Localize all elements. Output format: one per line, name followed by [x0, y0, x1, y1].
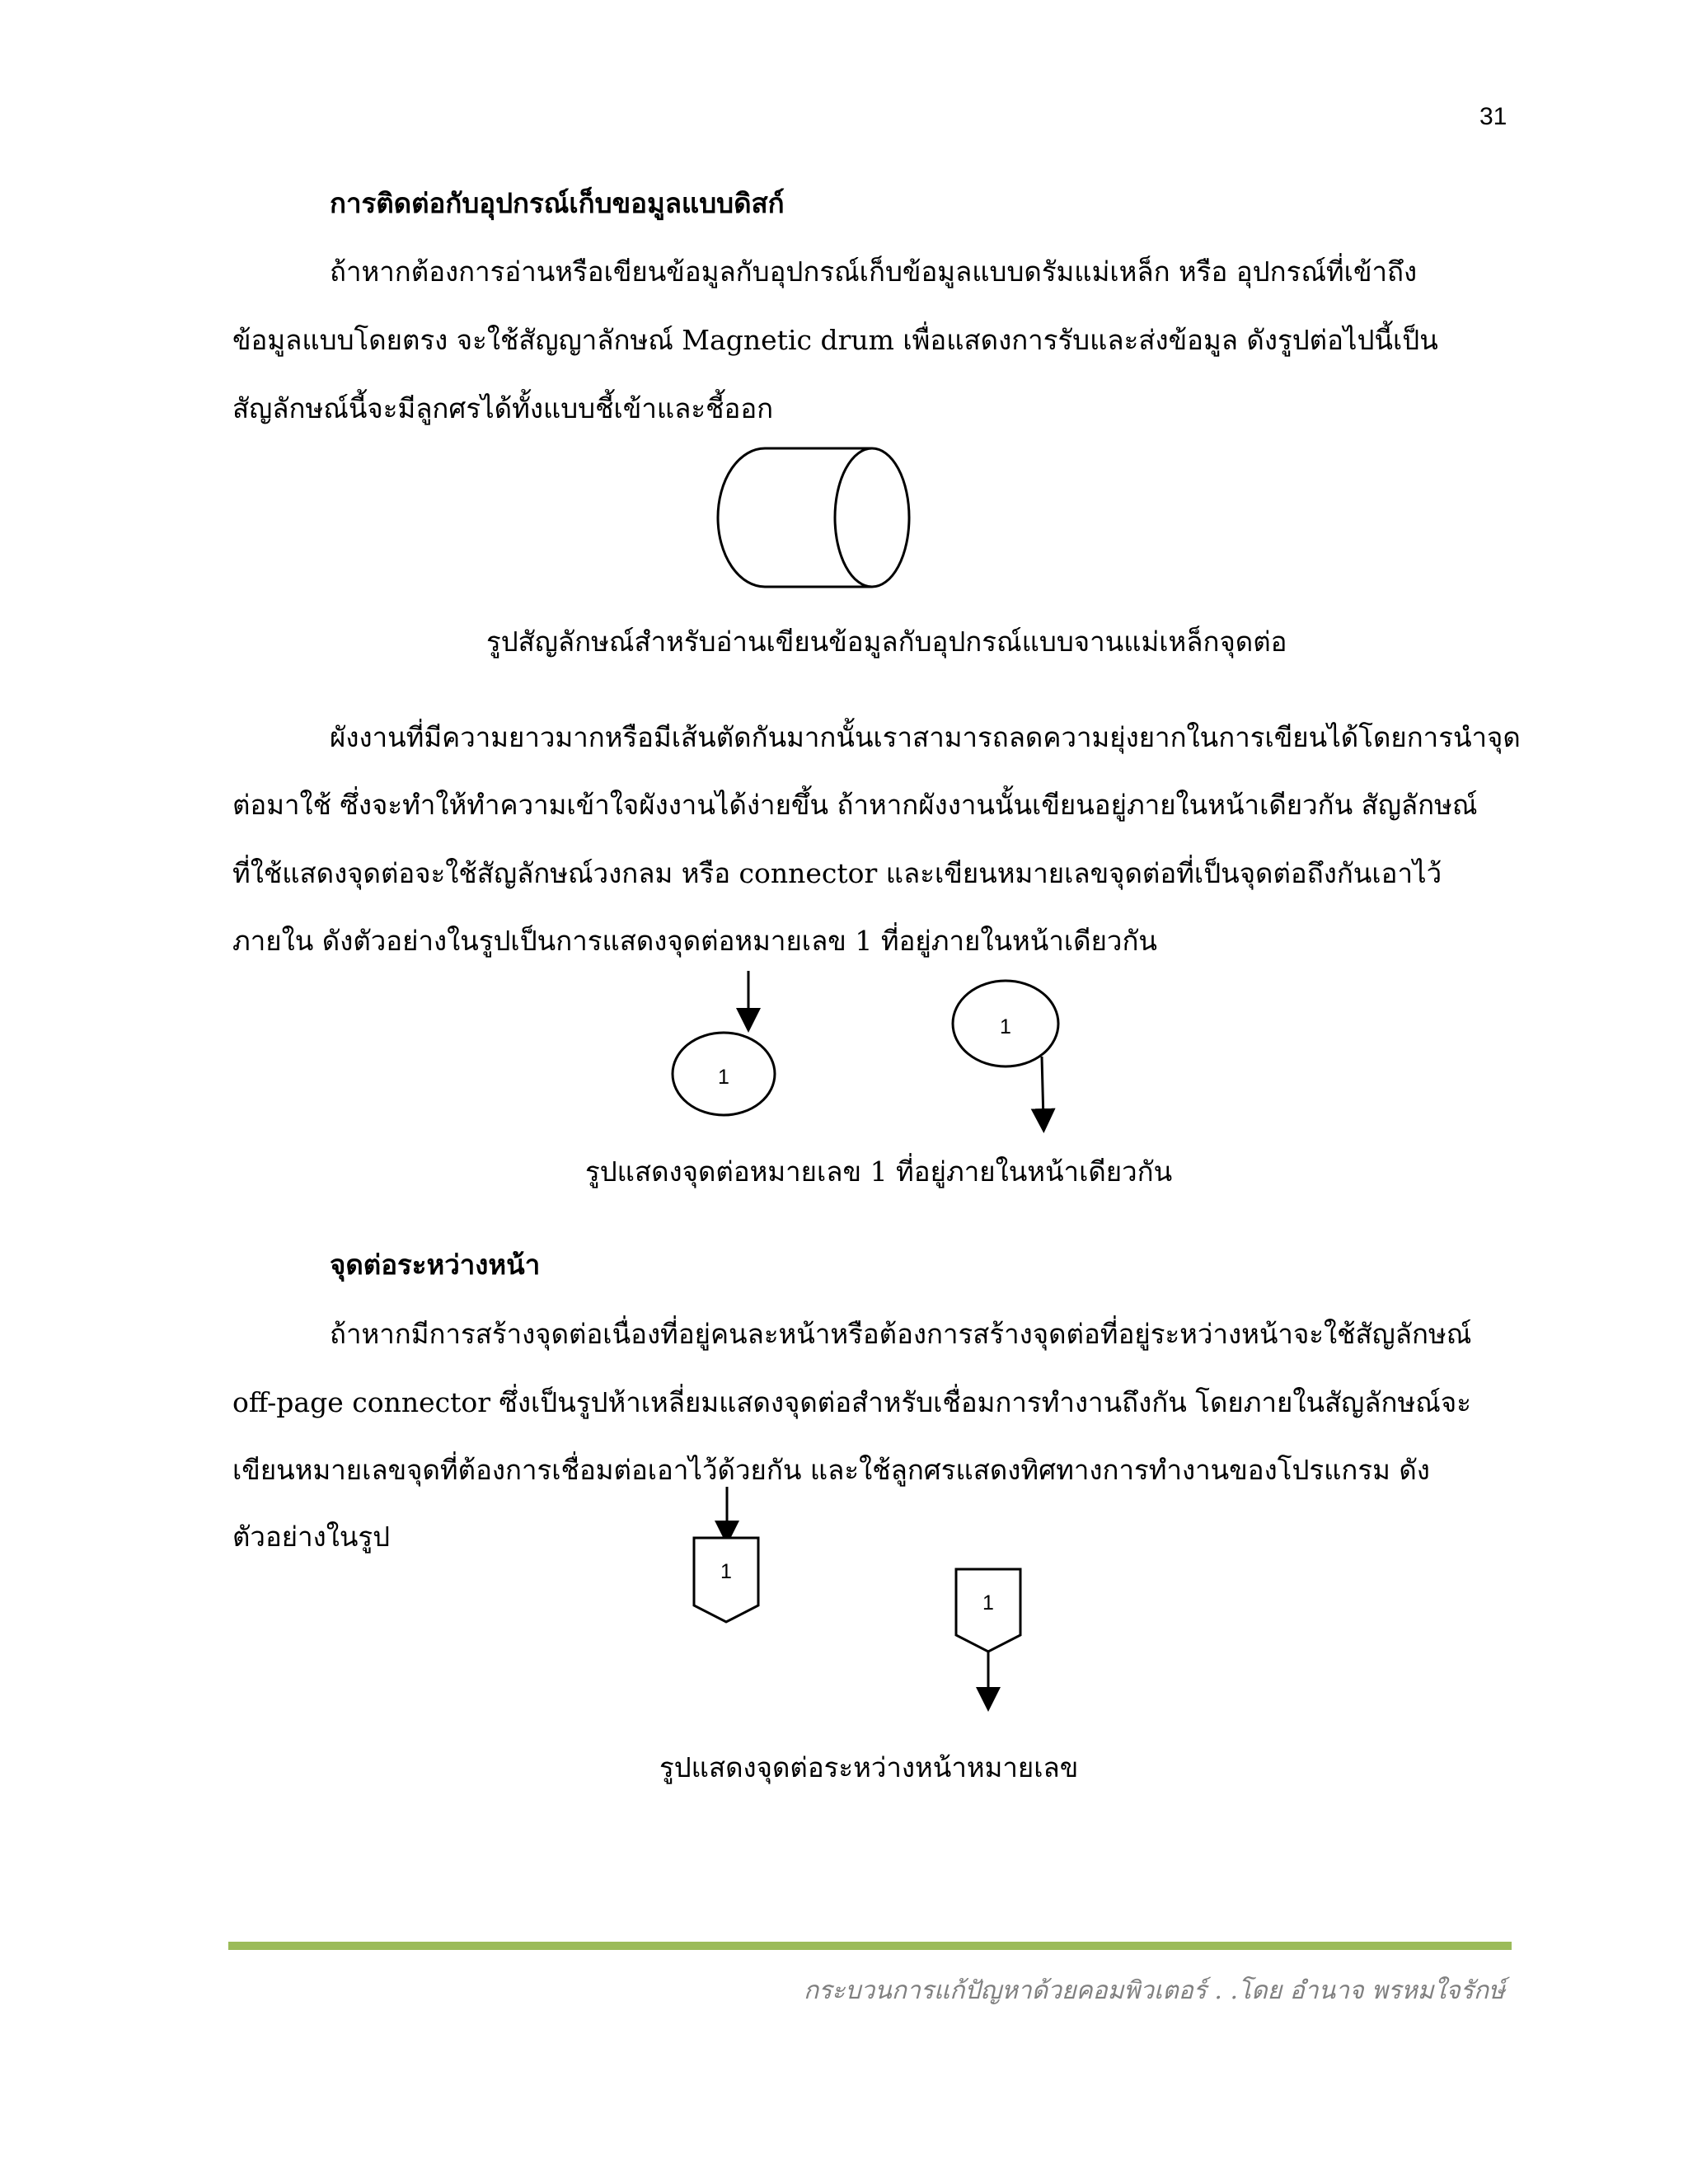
connector-label-left: 1	[718, 1066, 729, 1089]
section-heading-offpage: จุดต่อระหว่างหน้า	[330, 1249, 541, 1281]
connector-label-right: 1	[1000, 1015, 1011, 1038]
paragraph-line: off-page connector ซึ่งเป็นรูปห้าเหลี่ยมแสดงจุดต่อสำหรับเชื่อมการทำงานถึงกัน โดยภายในสัญลักษณ์จะ	[232, 1386, 1471, 1418]
paragraph-line: ถ้าหากต้องการอ่านหรือเขียนข้อมูลกับอุปกรณ์เก็บข้อมูลแบบดรัมแม่เหล็ก หรือ อุปกรณ์ที่เข้าถึง	[330, 255, 1418, 288]
off-page-connector-figure	[676, 1483, 1039, 1714]
figure-caption-offpage: รูปแสดงจุดต่อระหว่างหน้าหมายเลข	[659, 1751, 1079, 1783]
paragraph-line: ที่ใช้แสดงจุดต่อจะใช้สัญลักษณ์วงกลม หรือ connector และเขียนหมายเลขจุดต่อที่เป็นจุดต่อถึงกันเอาไว้	[232, 857, 1442, 889]
paragraph-line: ผังงานที่มีความยาวมากหรือมีเส้นตัดกันมากนั้นเราสามารถลดความยุ่งยากในการเขียนได้โดยการนำจุด	[330, 721, 1521, 753]
magnetic-drum-symbol	[709, 445, 948, 593]
paragraph-line: ต่อมาใช้ ซึ่งจะทำให้ทำความเข้าใจผังงานได้ง่ายขึ้น ถ้าหากผังงานนั้นเขียนอยู่ภายในหน้าเดียวกัน สัญลักษณ์	[232, 789, 1478, 821]
figure-caption-drum: รูปสัญลักษณ์สำหรับอ่านเขียนข้อมูลกับอุปกรณ์แบบจานแม่เหล็กจุดต่อ	[486, 626, 1287, 658]
paragraph-line: ข้อมูลแบบโดยตรง จะใช้สัญญาลักษณ์ Magnetic drum เพื่อแสดงการรับและส่งข้อมูล ดังรูปต่อไปนี้เป็น	[232, 324, 1438, 356]
on-page-connector-figure	[659, 964, 1088, 1137]
paragraph-line: ถ้าหากมีการสร้างจุดต่อเนื่องที่อยู่คนละหน้าหรือต้องการสร้างจุดต่อที่อยู่ระหว่างหน้าจะใช้สัญลักษณ์	[330, 1318, 1472, 1350]
figure-caption-connector: รูปแสดงจุดต่อหมายเลข 1 ที่อยู่ภายในหน้าเดียวกัน	[585, 1155, 1173, 1188]
paragraph-line: ภายใน ดังตัวอย่างในรูปเป็นการแสดงจุดต่อหมายเลข 1 ที่อยู่ภายในหน้าเดียวกัน	[232, 925, 1157, 957]
page-number: 31	[1479, 103, 1507, 130]
arrow-out-icon	[1042, 1057, 1043, 1121]
paragraph-line: ตัวอย่างในรูป	[232, 1521, 391, 1553]
section-heading-disk: การติดต่อกับอุปกรณ์เก็บขอมูลแบบดิสก์	[330, 187, 785, 219]
offpage-label-right: 1	[982, 1591, 994, 1615]
paragraph-line: สัญลักษณ์นี้จะมีลูกศรได้ทั้งแบบชี้เข้าและชี้ออก	[232, 392, 774, 424]
paragraph-line: เขียนหมายเลขจุดที่ต้องการเชื่อมต่อเอาไว้ด้วยกัน และใช้ลูกศรแสดงทิศทางการทำงานของโปรแกรม ดัง	[232, 1454, 1430, 1486]
offpage-label-left: 1	[720, 1560, 732, 1583]
footer-text: กระบวนการแก้ปัญหาด้วยคอมพิวเตอร์ . .โดย อำนาจ พรหมใจรักษ์	[804, 1976, 1505, 2005]
footer-rule	[228, 1942, 1512, 1950]
